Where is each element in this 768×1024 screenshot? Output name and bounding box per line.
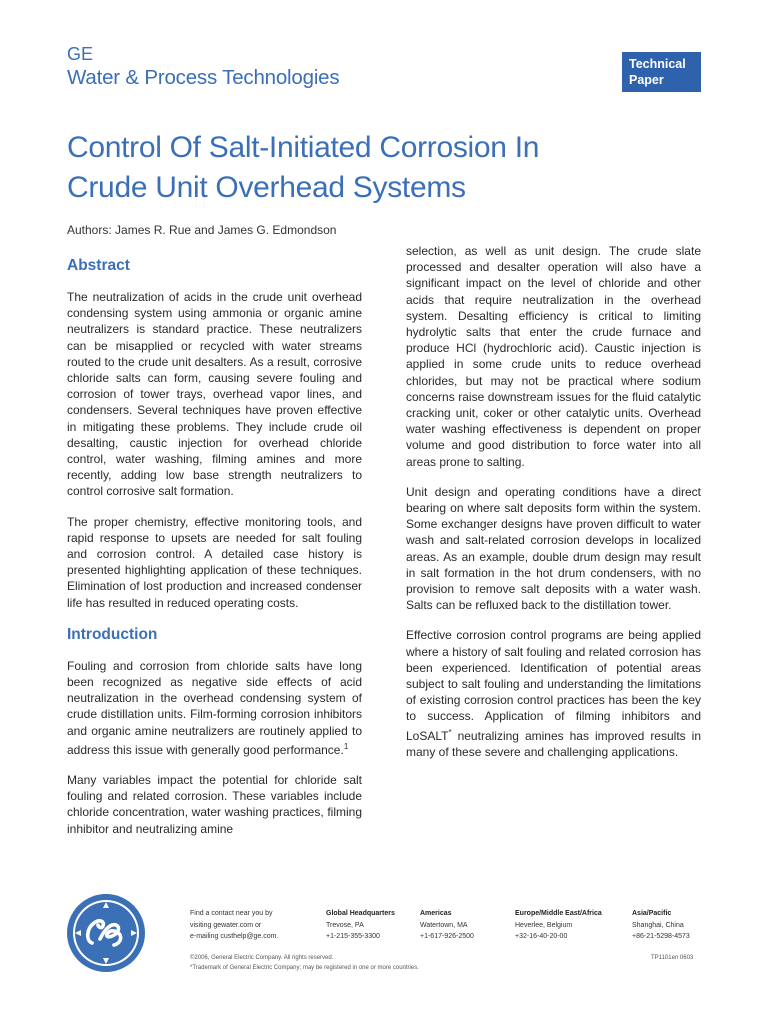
brand-division: Water & Process Technologies [67, 66, 340, 89]
abstract-paragraph-1: The neutralization of acids in the crude unit overhead condensing system using ammonia or organic amine neutralizers is standard practice. These neutralizers can be misapplied or recycled with water streams routed to the crude unit desalters. As a result, corrosive chloride salts can form, causing severe fouling and corrosion of tower trays, overhead vapor lines, and condensers. Several techniques have proven effective in mitigating these problems. They include crude oil desalting, caustic injection for overhead chloride control, water washing, filming amines and more recently, adding low base strength neutralizers to control corrosive salt formation. [67, 290, 362, 499]
footer-doc-code: TP1101en 0603 [651, 955, 694, 961]
right-column [406, 243, 701, 774]
page-title [67, 128, 707, 208]
badge-line-1: Technical [629, 57, 686, 71]
technical-paper-badge [622, 52, 701, 92]
office-region: Global Headquarters [326, 910, 395, 917]
contact-line-3: e-mailing custhelp@ge.com. [190, 933, 279, 940]
office-americas [420, 908, 474, 943]
office-phone: +1-215-355-3300 [326, 933, 380, 940]
office-city: Watertown, MA [420, 921, 468, 929]
authors: Authors: James R. Rue and James G. Edmondson [67, 223, 337, 237]
footer-trademark: *Trademark of General Electric Company; may be registered in one or more countries. [190, 965, 419, 971]
office-city: Trevose, PA [326, 921, 364, 929]
office-phone: +86-21-5298-4573 [632, 933, 690, 940]
office-city: Shanghai, China [632, 921, 684, 929]
introduction-heading: Introduction [67, 625, 158, 643]
office-phone: +1-617-926-2500 [420, 933, 474, 940]
badge-line-2: Paper [629, 73, 664, 87]
office-city: Heverlee, Belgium [515, 921, 573, 929]
right-paragraph-3-text-b: neutralizing amines has improved results in many of these severe and challenging applications. [406, 728, 701, 759]
brand-company: GE [67, 44, 94, 64]
right-paragraph-3-text-a: Effective corrosion control programs are being applied where a history of salt fouling and related corrosion has been experienced. Identification of potential areas subject to salt fouling and understanding the limitations of existing corrosion control practices has been the key to success. Application of filming inhibitors and LoSALT [406, 628, 701, 743]
contact-line-2: visiting gewater.com or [190, 921, 262, 929]
office-asia-pacific [632, 908, 690, 943]
office-global-hq [326, 908, 395, 943]
office-region: Asia/Pacific [632, 910, 672, 917]
office-region: Europe/Middle East/Africa [515, 910, 602, 917]
footnote-marker: 1 [343, 741, 349, 751]
footer-contact [190, 908, 278, 943]
right-paragraph-2: Unit design and operating conditions have a direct bearing on where salt deposits form within the system. Some exchanger designs have proven difficult to water wash and salt-related corrosion develops in localized areas. As an example, double drum design may result in salt formation in the hot drum condensers, with no provision to remove salt deposits with a water wash. Salts can be refluxed back to the distillation tower. [406, 484, 701, 613]
contact-line-1: Find a contact near you by [190, 910, 273, 917]
office-region: Americas [420, 910, 452, 917]
title-line-1: Control Of Salt-Initiated Corrosion In [67, 131, 540, 164]
left-column [67, 256, 362, 851]
right-paragraph-1: selection, as well as unit design. The crude slate processed and desalter operation will also have a significant impact on the level of chloride and other acids that require neutralization in the overhead system. Desalting efficiency is critical to limiting hydrolytic salts that enter the crude furnace and produce HCl (hydrochloric acid). Caustic injection is applied in some crude units to reduce overhead chlorides, but may not be practical where sodium concerns raise downstream issues for the fluid catalytic cracking unit, coker or other catalytic units. Overhead water washing effectiveness is dependent on proper volume and good distribution to force water into all areas prone to salting. [406, 244, 701, 469]
right-paragraph-3 [406, 627, 701, 760]
office-phone: +32-16-40-20-00 [515, 933, 568, 940]
trademark-marker: * [448, 727, 452, 737]
title-line-2: Crude Unit Overhead Systems [67, 171, 466, 204]
introduction-paragraph-1-text: Fouling and corrosion from chloride salts have long been recognized as negative side effects of acid neutralization in the overhead condensing system of crude distillation units. Film-forming corrosion inhibitors and organic amine neutralizers are routinely applied to address this issue with generally good performance. [67, 658, 362, 757]
introduction-paragraph-1 [67, 658, 362, 758]
footer-copyright: ©2006, General Electric Company. All rights reserved. [190, 955, 334, 961]
office-emea [515, 908, 602, 943]
ge-monogram-logo-icon [66, 893, 146, 973]
introduction-paragraph-2: Many variables impact the potential for chloride salt fouling and related corrosion. These variables include chloride concentration, water washing practices, filming inhibitor and neutralizing amine [67, 773, 362, 836]
abstract-paragraph-2: The proper chemistry, effective monitoring tools, and rapid response to upsets are needed for salt fouling and corrosion control. A detailed case history is presented highlighting application of these techniques. Elimination of lost production and increased condenser life has resulted in reduced operating costs. [67, 514, 362, 610]
abstract-heading: Abstract [67, 257, 130, 274]
